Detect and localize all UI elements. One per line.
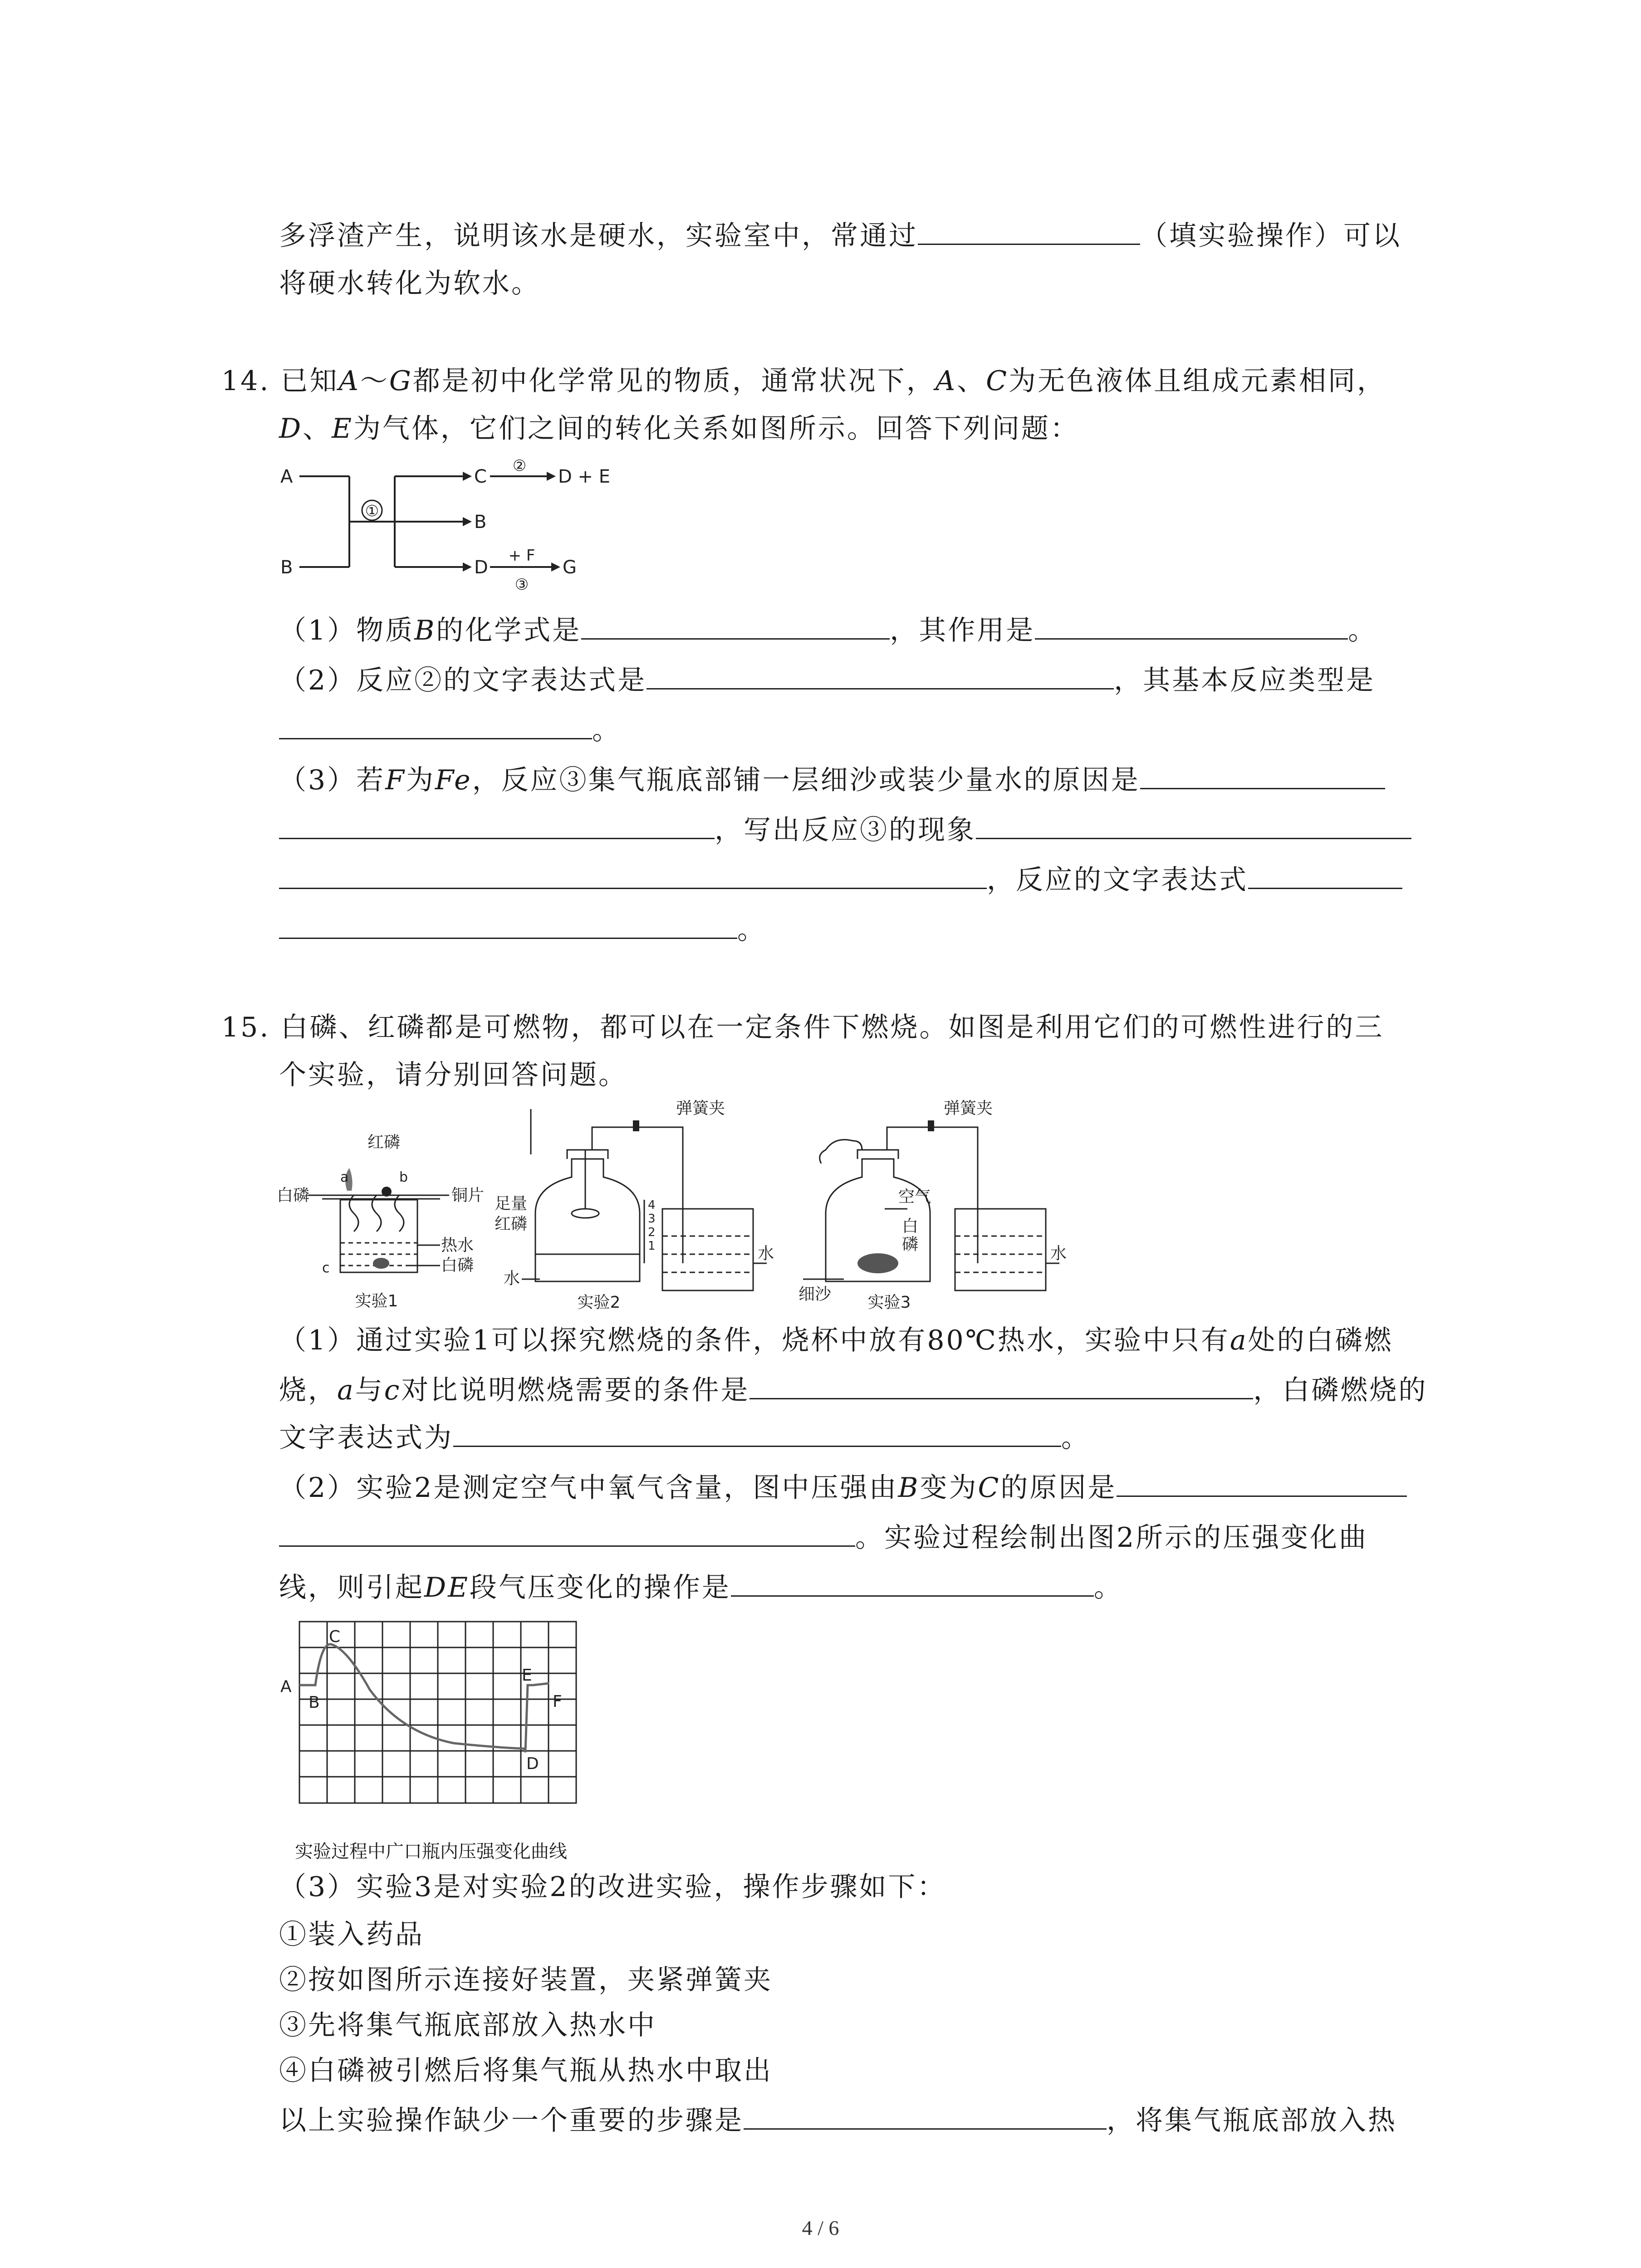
- answer-blank[interactable]: [1140, 760, 1385, 789]
- text: 。: [592, 714, 621, 746]
- exp2-sufficient: 足量: [495, 1194, 528, 1213]
- q15-step-2: [279, 1962, 773, 1998]
- var: a: [1230, 1325, 1248, 1356]
- q14-sub1: [279, 610, 1377, 649]
- q15-sub2-line-1: [279, 1467, 1407, 1506]
- label-A: A: [280, 466, 293, 487]
- var: c: [384, 1374, 402, 1406]
- var: D: [279, 413, 303, 445]
- experiment-1-figure: [277, 1123, 485, 1313]
- text: 、: [957, 365, 986, 397]
- text: 文字表达式为: [279, 1422, 453, 1454]
- exp1-white-p-bottom: 白磷: [441, 1256, 474, 1275]
- text: 个实验，请分别回答问题。: [279, 1059, 627, 1091]
- text: 为无色液体且组成元素相同，: [1009, 365, 1386, 397]
- label-step1: ①: [365, 502, 379, 520]
- exp1-copper: 铜片: [451, 1186, 485, 1205]
- text: 线，则引起: [279, 1572, 424, 1603]
- var: G: [389, 365, 413, 397]
- text: ，写出反应③的现象: [715, 814, 976, 846]
- label-C: C: [474, 466, 487, 487]
- var: C: [986, 365, 1009, 397]
- text: （2）实验2是测定空气中氧气含量，图中压强由: [279, 1472, 898, 1504]
- text: 都是初中化学常见的物质，通常状况下，: [412, 365, 936, 397]
- text: 将硬水转化为软水。: [279, 268, 540, 299]
- answer-blank[interactable]: [1248, 860, 1402, 889]
- q14-sub2: [279, 660, 1375, 699]
- exp3-sand: 细沙: [798, 1285, 832, 1304]
- answer-blank[interactable]: [279, 810, 715, 839]
- text: 的原因是: [1000, 1472, 1117, 1504]
- q14-sub2-cont: [279, 710, 621, 748]
- graph-label-A: A: [280, 1677, 292, 1696]
- q14-reaction-diagram: [272, 457, 611, 594]
- text: （1）物质: [279, 615, 415, 646]
- graph-label-B: B: [309, 1693, 320, 1712]
- graph-label-E: E: [522, 1666, 532, 1685]
- exp2-scale-2: 2: [648, 1226, 656, 1239]
- exp1-red-p: 红磷: [367, 1133, 401, 1152]
- exp3-caption: 实验3: [867, 1293, 911, 1312]
- label-B-right: B: [474, 512, 487, 533]
- answer-blank[interactable]: [749, 1370, 1253, 1399]
- q15-sub1-line-1: [279, 1322, 1393, 1359]
- label-plus-F: + F: [508, 547, 535, 565]
- graph-label-D: D: [526, 1755, 539, 1773]
- q14-sub3-line-2: [279, 810, 1411, 848]
- pressure-graph: [272, 1617, 590, 1835]
- experiment-2-figure: [495, 1100, 776, 1313]
- exp3-white: 白: [902, 1217, 919, 1236]
- q15-sub3-intro: [279, 1869, 946, 1905]
- text: ，白磷燃烧的: [1253, 1374, 1428, 1406]
- exp3-clamp: 弹簧夹: [944, 1099, 993, 1118]
- q15-sub1-line-2: [279, 1370, 1427, 1408]
- var: B: [414, 615, 436, 646]
- exp1-b: b: [399, 1169, 408, 1185]
- text: ～: [360, 365, 389, 397]
- exp3-phos: 磷: [902, 1235, 919, 1254]
- text: 烧，: [279, 1374, 337, 1406]
- text: （填实验操作）可以: [1140, 220, 1401, 252]
- answer-blank[interactable]: [279, 710, 592, 739]
- text: 。: [1061, 1422, 1090, 1454]
- var: A: [338, 365, 360, 397]
- text: ②按如图所示连接好装置，夹紧弹簧夹: [279, 1964, 773, 1996]
- label-G: G: [563, 557, 577, 578]
- question-number: 14.: [221, 365, 270, 397]
- var: DE: [424, 1572, 470, 1603]
- text: ，其基本反应类型是: [1114, 665, 1376, 696]
- graph-label-C: C: [329, 1628, 341, 1646]
- q15-sub2-line-2: [279, 1517, 1368, 1556]
- exp2-scale-3: 3: [648, 1212, 656, 1226]
- text: ，反应的文字表达式: [987, 864, 1248, 896]
- text: 为气体，它们之间的转化关系如图所示。回答下列问题：: [353, 413, 1079, 445]
- exp2-red-p: 红磷: [495, 1215, 528, 1233]
- text: 。: [737, 914, 766, 946]
- exp1-caption: 实验1: [355, 1292, 398, 1310]
- text: 。: [1348, 615, 1377, 646]
- text: 的化学式是: [436, 615, 582, 646]
- q14-stem-line-2: [279, 411, 1079, 447]
- question-number: 15.: [221, 1012, 270, 1043]
- text: ①装入药品: [279, 1919, 424, 1950]
- exp2-scale-1: 1: [648, 1239, 656, 1253]
- text: ，其作用是: [890, 615, 1035, 646]
- exp2-water-left: 水: [504, 1269, 520, 1288]
- var: F: [385, 764, 406, 796]
- text: 。: [1093, 1572, 1123, 1603]
- text: （1）通过实验1可以探究燃烧的条件，烧杯中放有80℃热水，实验中只有: [279, 1325, 1230, 1356]
- text: 对比说明燃烧需要的条件是: [401, 1374, 750, 1406]
- q15-step-1: [279, 1916, 424, 1953]
- var: E: [332, 413, 353, 445]
- q14-stem-line-1: [221, 363, 1386, 399]
- label-D-plus-E: D + E: [558, 466, 611, 487]
- text: 多浮渣产生，说明该水是硬水，实验室中，常通过: [279, 220, 918, 252]
- answer-blank[interactable]: [744, 2100, 1107, 2130]
- q14-sub3-line-3: [279, 860, 1402, 898]
- text: 已知: [280, 365, 339, 397]
- text: ，反应③集气瓶底部铺一层细沙或装少量水的原因是: [472, 764, 1140, 796]
- var: B: [898, 1472, 920, 1504]
- text: 以上实验操作缺少一个重要的步骤是: [279, 2105, 744, 2136]
- q15-step-3: [279, 2007, 656, 2043]
- answer-blank[interactable]: [647, 660, 1114, 689]
- exp2-scale-4: 4: [648, 1198, 656, 1212]
- exp3-air: 空气: [898, 1188, 931, 1206]
- q15-sub2-line-3: [279, 1567, 1123, 1606]
- q15-stem-line-2: [279, 1057, 627, 1093]
- exp2-caption: 实验2: [577, 1293, 621, 1312]
- page-number: 4 / 6: [802, 2216, 839, 2239]
- text: 。实验过程绘制出图2所示的压强变化曲: [855, 1522, 1368, 1554]
- answer-blank[interactable]: [453, 1418, 1061, 1447]
- var: A: [935, 365, 957, 397]
- exp2-clamp: 弹簧夹: [676, 1099, 725, 1118]
- graph-caption: 实验过程中广口瓶内压强变化曲线: [295, 1841, 567, 1862]
- q15-sub1-line-3: [279, 1418, 1090, 1456]
- var: Fe: [435, 764, 472, 796]
- exp1-hot-water: 热水: [441, 1236, 474, 1255]
- label-B-left: B: [280, 557, 293, 578]
- text: 变为: [920, 1472, 978, 1504]
- q15-last-line: [279, 2100, 1397, 2139]
- text: 段气压变化的操作是: [469, 1572, 731, 1603]
- text: ④白磷被引燃后将集气瓶从热水中取出: [279, 2055, 773, 2087]
- q14-sub3: [279, 760, 1385, 798]
- exp1-c: c: [322, 1260, 330, 1276]
- label-D: D: [474, 557, 488, 578]
- carryover-line-2: [279, 265, 540, 302]
- answer-blank[interactable]: [581, 610, 890, 640]
- text: （3）若: [279, 764, 386, 796]
- answer-blank[interactable]: [731, 1567, 1094, 1597]
- answer-blank[interactable]: [1035, 610, 1348, 640]
- text: ③先将集气瓶底部放入热水中: [279, 2009, 656, 2041]
- q14-sub3-line-4: [279, 909, 766, 948]
- q15-step-4: [279, 2053, 773, 2089]
- text: 为: [406, 764, 435, 796]
- text: （3）实验3是对实验2的改进实验，操作步骤如下：: [279, 1871, 946, 1903]
- text: 、: [303, 413, 332, 445]
- text: 与: [355, 1374, 384, 1406]
- experiment-3-figure: [798, 1100, 1080, 1313]
- answer-blank[interactable]: [279, 1517, 855, 1547]
- answer-blank[interactable]: [279, 860, 987, 889]
- carryover-line-1: [279, 215, 1401, 254]
- exp1-a: a: [340, 1169, 349, 1185]
- answer-blank[interactable]: [976, 810, 1411, 839]
- q15-stem-line-1: [221, 1009, 1384, 1046]
- answer-blank[interactable]: [279, 909, 737, 939]
- var: a: [337, 1374, 355, 1406]
- label-step3: ③: [514, 576, 529, 594]
- exp2-water-right: 水: [758, 1244, 774, 1263]
- text: （2）反应②的文字表达式是: [279, 665, 647, 696]
- exp3-water: 水: [1050, 1244, 1067, 1263]
- graph-label-F: F: [553, 1692, 562, 1711]
- text: 白磷、红磷都是可燃物，都可以在一定条件下燃烧。如图是利用它们的可燃性进行的三: [280, 1012, 1384, 1043]
- text: ，将集气瓶底部放入热: [1107, 2105, 1397, 2136]
- text: 处的白磷燃: [1248, 1325, 1393, 1356]
- answer-blank[interactable]: [918, 215, 1140, 245]
- var: C: [978, 1472, 1001, 1504]
- exp1-white-p-left: 白磷: [277, 1186, 310, 1205]
- answer-blank[interactable]: [1117, 1467, 1407, 1497]
- label-step2: ②: [512, 457, 527, 475]
